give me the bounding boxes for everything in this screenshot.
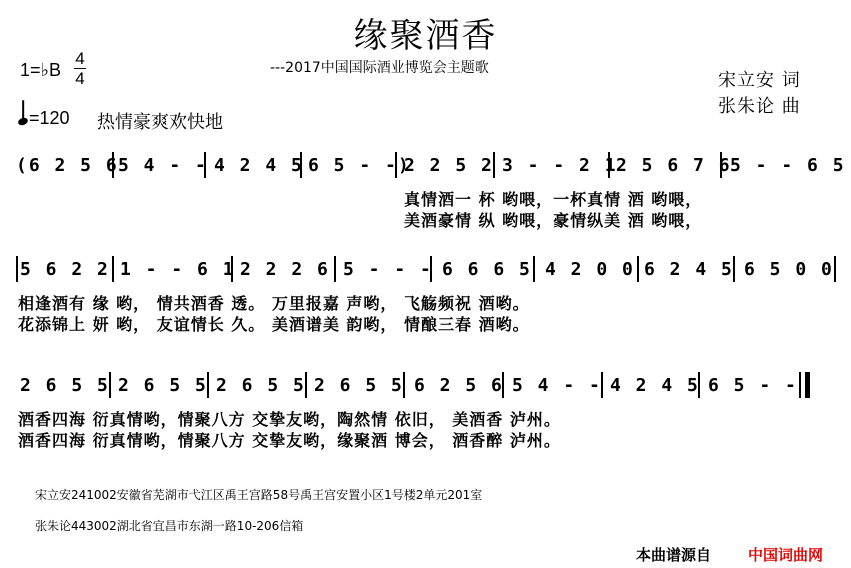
measure: 5 4 - - [512, 375, 602, 396]
time-signature [74, 50, 86, 87]
source-label: 本曲谱源自 [636, 546, 712, 564]
measure: 2 6 5 5 [20, 375, 110, 396]
measure: 4 2 0 0 [545, 259, 635, 280]
measure: 6 5 0 0 [744, 259, 834, 280]
measure: 2 2 5 2 [404, 155, 494, 176]
lyric-line: 相逢酒有 缘 哟， 情共酒香 透。 万里报嘉 声哟， 飞觞频祝 酒哟。 [18, 294, 530, 313]
song-title: 缘聚酒香 [353, 16, 498, 56]
measure: 5 - - 6 5 [730, 155, 846, 176]
measure: 6 2 5 6 [414, 375, 504, 396]
key-signature: 1=♭B [20, 60, 62, 80]
measure: 2 6 5 5 [118, 375, 208, 396]
measure: (6 2 5 6 [16, 155, 119, 176]
measure: 6 6 6 5 [442, 259, 532, 280]
lyric-line: 美酒豪情 纵 哟喂，豪情纵美 酒 哟喂， [404, 211, 703, 230]
measure: 5 - - - [343, 259, 433, 280]
measure: 5 4 - - [118, 155, 208, 176]
measure: 2 2 2 6 [240, 259, 330, 280]
site-brand-link[interactable]: 中国词曲网 [748, 546, 824, 564]
measure: 2 6 5 5 [314, 375, 404, 396]
tempo-value: =120 [29, 108, 70, 128]
measure: 2 6 5 5 [216, 375, 306, 396]
measure: 4 2 4 5 [214, 155, 304, 176]
expression-marking: 热情豪爽欢快地 [97, 112, 223, 133]
measure: 6 5 - -) [308, 155, 411, 176]
lyric-line: 花添锦上 妍 哟， 友谊情长 久。 美酒谱美 韵哟， 情酿三春 酒哟。 [18, 315, 530, 334]
measure: 6 2 4 5 [644, 259, 734, 280]
measure: 1 - - 6 1 [120, 259, 236, 280]
composer-address: 张朱论443002湖北省宜昌市东湖一路10-206信箱 [35, 519, 304, 533]
lyricist-credit: 宋立安 词 [718, 70, 801, 91]
measure: 4 2 4 5 [610, 375, 700, 396]
measure: 6 5 - - [708, 375, 798, 396]
measure: 5 6 2 2 [20, 259, 110, 280]
quarter-note-icon [17, 117, 29, 127]
lyric-line: 真情酒一 杯 哟喂，一杯真情 酒 哟喂， [404, 190, 703, 209]
measure: 2 5 6 7 6 [616, 155, 732, 176]
time-signature-top: 4 [75, 49, 85, 68]
tempo-marking [18, 108, 70, 129]
composer-credit: 张朱论 曲 [718, 96, 801, 117]
lyricist-address: 宋立安241002安徽省芜湖市弋江区禹王宫路58号禹王宫安置小区1号楼2单元201室 [35, 488, 483, 502]
lyric-line: 酒香四海 衍真情哟，情聚八方 交挚友哟，缘聚酒 博会， 酒香醉 泸州。 [18, 431, 561, 450]
lyric-line: 酒香四海 衍真情哟，情聚八方 交挚友哟，陶然情 依旧， 美酒香 泸州。 [18, 410, 561, 429]
measure: 3 - - 2 1 [502, 155, 618, 176]
song-subtitle: ---2017中国国际酒业博览会主题歌 [270, 60, 489, 76]
time-signature-bottom: 4 [75, 69, 85, 88]
